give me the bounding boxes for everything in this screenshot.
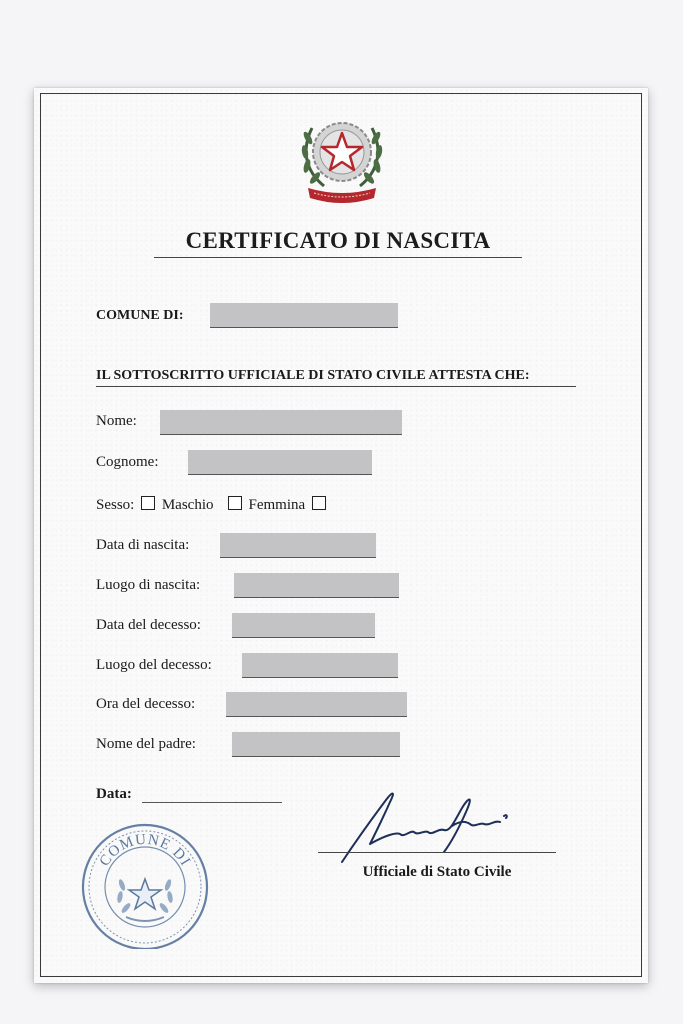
data-decesso-field-redacted: [232, 613, 375, 638]
municipal-seal-icon: [80, 821, 210, 949]
republic-emblem-icon: [294, 108, 390, 208]
certificate-paper: [34, 88, 648, 983]
femmina-label: Femmina: [248, 497, 306, 513]
nome-padre-label: Nome del padre:: [96, 736, 196, 752]
svg-text:COMUNE DI: [97, 832, 194, 870]
data-nascita-label: Data di nascita:: [96, 537, 190, 553]
checkbox-unlabeled[interactable]: [312, 496, 326, 510]
checkbox-femmina[interactable]: [228, 496, 242, 510]
document-title: CERTIFICATO DI NASCITA: [154, 228, 522, 258]
cognome-field-redacted: [188, 450, 372, 475]
checkbox-maschio[interactable]: [141, 496, 155, 510]
nome-field-redacted: [160, 410, 402, 435]
nome-padre-field-redacted: [232, 732, 400, 757]
luogo-nascita-field-redacted: [234, 573, 399, 598]
signature-caption: Ufficiale di Stato Civile: [362, 864, 512, 880]
luogo-nascita-label: Luogo di nascita:: [96, 577, 201, 593]
signature-line: [318, 852, 556, 853]
luogo-decesso-label: Luogo del decesso:: [96, 657, 212, 673]
sesso-label: Sesso:: [96, 497, 135, 513]
luogo-decesso-field-redacted: [242, 653, 398, 678]
ora-decesso-field-redacted: [226, 692, 407, 717]
cognome-label: Cognome:: [96, 454, 159, 470]
comune-label: COMUNE DI:: [96, 308, 184, 323]
ora-decesso-label: Ora del decesso:: [96, 696, 196, 712]
maschio-label: Maschio: [161, 497, 214, 513]
signature-icon: [334, 786, 534, 866]
data-blank-line: [142, 802, 282, 803]
data-decesso-label: Data del decesso:: [96, 617, 201, 633]
seal-text: COMUNE DI: [96, 831, 194, 870]
intro-statement: IL SOTTOSCRITTO UFFICIALE DI STATO CIVILE ATTESTA CHE:: [96, 368, 576, 387]
comune-field-redacted: [210, 303, 398, 328]
data-nascita-field-redacted: [220, 533, 376, 558]
nome-label: Nome:: [96, 413, 137, 429]
sesso-row: [96, 496, 329, 514]
data-label: Data:: [96, 786, 132, 802]
